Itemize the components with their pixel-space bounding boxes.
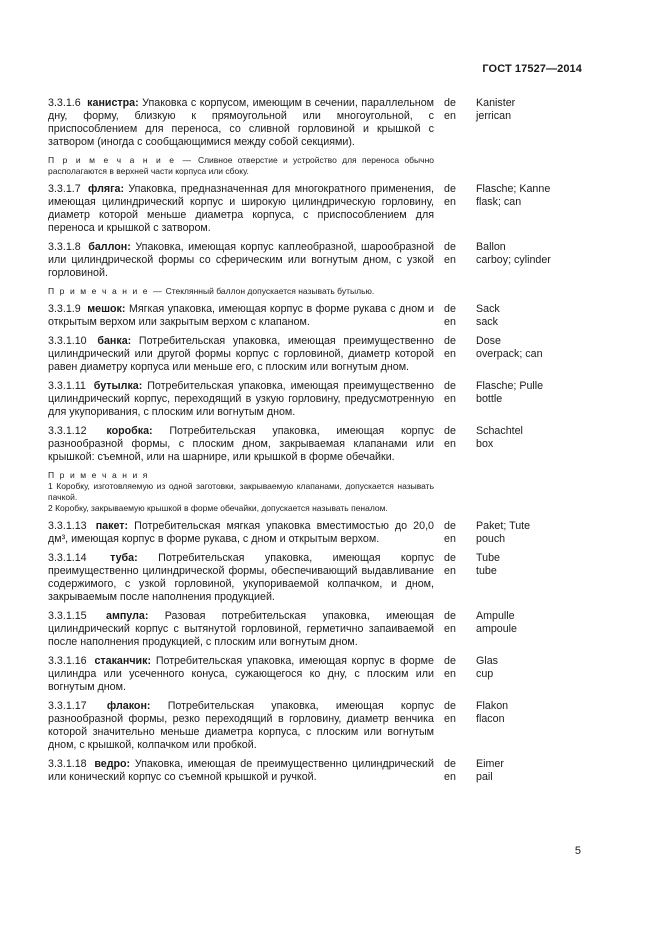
term-en: cup — [476, 668, 494, 680]
term-de: Glas — [476, 655, 498, 667]
language-codes: de en — [444, 758, 456, 783]
foreign-terms — [476, 425, 523, 464]
term-de: Dose — [476, 335, 501, 347]
term-en: carboy; cylinder — [476, 254, 551, 266]
entry-term: фляга: — [87, 183, 125, 195]
entry-number: 3.3.1.16 — [48, 655, 87, 667]
entry-number: 3.3.1.8 — [48, 241, 81, 253]
entry-cup — [48, 655, 588, 694]
entry-number: 3.3.1.13 — [48, 520, 87, 532]
entry-number: 3.3.1.7 — [48, 183, 81, 195]
foreign-terms — [476, 655, 498, 694]
entry-number: 3.3.1.15 — [48, 610, 87, 622]
language-codes: de en — [444, 97, 456, 122]
entry-number: 3.3.1.18 — [48, 758, 87, 770]
language-codes: de en — [444, 520, 456, 545]
entry-number: 3.3.1.6 — [48, 97, 81, 109]
term-de: Flasche; Pulle — [476, 380, 544, 392]
entry-number: 3.3.1.17 — [48, 700, 87, 712]
language-codes: de en — [444, 552, 456, 577]
entry-definition: Мягкая упаковка, имеющая корпус в форме рукава с дном и открытым верхом или закрытым верхом с клапаном. — [48, 303, 434, 328]
foreign-terms — [476, 758, 504, 784]
language-codes: de en — [444, 610, 456, 635]
term-de: Ballon — [476, 241, 506, 253]
foreign-terms — [476, 552, 500, 604]
entry-number: 3.3.1.11 — [48, 380, 86, 392]
language-codes: de en — [444, 700, 456, 725]
foreign-terms — [476, 520, 530, 546]
term-de: Kanister — [476, 97, 516, 109]
term-de: Ampulle — [476, 610, 515, 622]
term-en: bottle — [476, 393, 503, 405]
term-en: box — [476, 438, 494, 450]
foreign-terms — [476, 241, 551, 280]
language-codes: de en — [444, 425, 456, 450]
entry-definition: Потребительская упаковка, имеющая корпус разнообразной формы, с плоским дном, закрываемая клапанами или крышкой: съемной, или на шарнире, или крышкой в форме обечайки. — [48, 425, 434, 463]
entry-sack — [48, 303, 588, 329]
entry-term: стаканчик: — [94, 655, 152, 667]
foreign-terms — [476, 97, 515, 149]
entry-term: мешок: — [87, 303, 126, 315]
language-codes: de en — [444, 183, 456, 208]
term-de: Eimer — [476, 758, 504, 770]
term-de: Sack — [476, 303, 500, 315]
entry-pail — [48, 758, 588, 784]
term-en: flacon — [476, 713, 505, 725]
entry-flacon — [48, 700, 588, 752]
note-canister: П р и м е ч а н и е — Сливное отверстие и устройство для переноса обычно располагаются в верхней части корпуса или сбоку. — [48, 155, 434, 176]
entry-bottle — [48, 380, 588, 419]
terms-list — [48, 97, 588, 790]
foreign-terms — [476, 610, 517, 649]
entry-definition: Потребительская мягкая упаковка вместимостью до 20,0 дм³, имеющая корпус в форме рукава, с дном и открытым верхом. — [48, 520, 434, 545]
entry-term: банка: — [97, 335, 132, 347]
entry-definition: Упаковка, предназначенная для многократного применения, имеющая цилиндрический корпус и широкую цилиндрическую горловину, диаметр которой меньше диаметра корпуса, с приспособлением для переноса и крышкой с затвором. — [48, 183, 434, 234]
page-number: 5 — [574, 845, 581, 857]
entry-definition: Упаковка, имеющая корпус каплеобразной, шарообразной или цилиндрической формы со сферическим или вогнутым дном, с узкой горловиной. — [48, 241, 434, 279]
entry-term: ампула: — [106, 610, 149, 622]
entry-balloon — [48, 241, 588, 280]
term-de: Flakon — [476, 700, 509, 712]
term-de: Paket; Tute — [476, 520, 531, 532]
entry-ampoule — [48, 610, 588, 649]
entry-can — [48, 335, 588, 374]
foreign-terms — [476, 303, 500, 329]
entry-term: коробка: — [106, 425, 153, 437]
term-en: sack — [476, 316, 498, 328]
entry-definition: Потребительская упаковка, имеющая преимущественно цилиндрический корпус, переходящий в узкую горловину, предусмотренную для укупоривания, с плоским или вогнутым дном. — [48, 380, 434, 418]
entry-term: баллон: — [88, 241, 131, 253]
term-en: jerrican — [476, 110, 512, 122]
entry-definition: Потребительская упаковка, имеющая преимущественно цилиндрический или другой формы корпус с горловиной, диаметр которой равен диаметру корпуса или меньше его, с плоским или вогнутым дном. — [48, 335, 434, 373]
entry-number: 3.3.1.12 — [48, 425, 87, 437]
entry-number: 3.3.1.9 — [48, 303, 81, 315]
entry-term: туба: — [110, 552, 138, 564]
note-balloon: П р и м е ч а н и е — Стеклянный баллон допускается называть бутылью. — [48, 286, 375, 296]
entry-definition: Разовая потребительская упаковка, имеющая цилиндрический корпус с вытянутой горловиной, герметично запаиваемой после наполнения продукцией, с плоским или вогнутым дном. — [48, 610, 434, 648]
foreign-terms — [476, 700, 508, 752]
language-codes: de en — [444, 241, 456, 266]
entry-definition: Потребительская упаковка, имеющая корпус преимущественно цилиндрической формы, обеспечивающий выдавливание содержимого, с узкой горловиной, укупориваемой колпачком, и дном, закрываемым после наполнения продукцией. — [48, 552, 434, 603]
language-codes: de en — [444, 380, 456, 405]
foreign-terms — [476, 335, 543, 374]
term-en: flask; can — [476, 196, 522, 208]
term-en: pail — [476, 771, 493, 783]
entry-number: 3.3.1.10 — [48, 335, 87, 347]
document-header: ГОСТ 17527—2014 — [482, 63, 582, 75]
entry-term: флакон: — [106, 700, 151, 712]
term-en: pouch — [476, 533, 506, 545]
entry-flask — [48, 183, 588, 235]
entry-definition: Потребительская упаковка, имеющая корпус в форме цилиндра или усеченного конуса, сужающегося ко дну, с плоским или вогнутым дном. — [48, 655, 434, 693]
note-box: П р и м е ч а н и я 1 Коробку, изготовляемую из одной заготовки, закрываемую клапанами, допускается называть пачкой. 2 Коробку, закрываемую крышкой в форме обечайки, допускается называть пеналом. — [48, 470, 434, 513]
foreign-terms — [476, 380, 543, 419]
language-codes: de en — [444, 335, 456, 360]
term-en: overpack; can — [476, 348, 543, 360]
entry-tube — [48, 552, 588, 604]
term-en: ampoule — [476, 623, 517, 635]
term-de: Flasche; Kanne — [476, 183, 551, 195]
entry-definition: Упаковка, имеющая de преимущественно цилиндрический или конический корпус со съемной крышкой и ручкой. — [48, 758, 434, 783]
entry-pouch — [48, 520, 588, 546]
language-codes: de en — [444, 303, 456, 328]
entry-term: бутылка: — [93, 380, 143, 392]
entry-number: 3.3.1.14 — [48, 552, 87, 564]
term-de: Tube — [476, 552, 500, 564]
entry-term: пакет: — [95, 520, 129, 532]
term-de: Schachtel — [476, 425, 523, 437]
entry-box — [48, 425, 588, 464]
foreign-terms — [476, 183, 550, 235]
entry-term: ведро: — [94, 758, 131, 770]
term-en: tube — [476, 565, 497, 577]
language-codes: de en — [444, 655, 456, 680]
entry-canister — [48, 97, 588, 149]
entry-definition: Потребительская упаковка, имеющая корпус разнообразной формы, резко переходящий в горловину, диаметр венчика которой значительно меньше диаметра корпуса, с плоским или вогнутым дном, с крышкой, колпачком или пробкой. — [48, 700, 434, 751]
entry-definition: Упаковка с корпусом, имеющим в сечении, параллельном дну, форму, близкую к прямоугольной или многоугольной, с приспособлением для переноса, со сливной горловиной и крышкой с затвором (иногда с сообщающимися между собой секциями). — [48, 97, 434, 148]
entry-term: канистра: — [87, 97, 139, 109]
